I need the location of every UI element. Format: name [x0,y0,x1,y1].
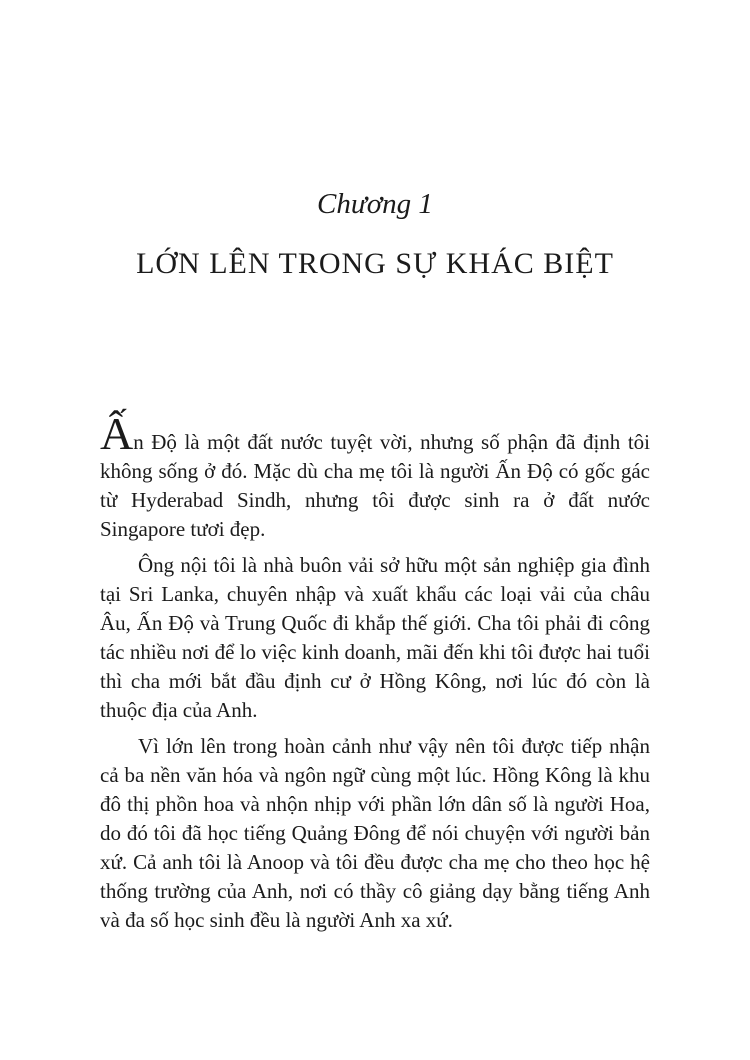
body-text-block [100,408,650,935]
paragraph-2: Ông nội tôi là nhà buôn vải sở hữu một sản nghiệp gia đình tại Sri Lanka, chuyên nhập và xuất khẩu các loại vải của châu Âu, Ấn Độ và Trung Quốc đi khắp thế giới. Cha tôi phải đi công tác nhiều nơi để lo việc kinh doanh, mãi đến khi tôi được hai tuổi thì cha mới bắt đầu định cư ở Hồng Kông, nơi lúc đó còn là thuộc địa của Anh. [100,553,650,722]
paragraph-1 [100,408,650,544]
raised-initial-cap: Ấ [100,408,134,459]
paragraph-3: Vì lớn lên trong hoàn cảnh như vậy nên tôi được tiếp nhận cả ba nền văn hóa và ngôn ngữ cùng một lúc. Hồng Kông là khu đô thị phồn hoa và nhộn nhịp với phần lớn dân số là người Hoa, do đó tôi đã học tiếng Quảng Đông để nói chuyện với người bản xứ. Cả anh tôi là Anoop và tôi đều được cha mẹ cho theo học hệ thống trường của Anh, nơi có thầy cô giảng dạy bằng tiếng Anh và đa số học sinh đều là người Anh xa xứ. [100,734,650,932]
chapter-title: LỚN LÊN TRONG SỰ KHÁC BIỆT [136,247,614,280]
paragraph-1-text: n Độ là một đất nước tuyệt vời, nhưng số phận đã định tôi không sống ở đó. Mặc dù cha mẹ tôi là người Ấn Độ có gốc gác từ Hyderabad Sindh, nhưng tôi được sinh ra ở đất nước Singapore tươi đẹp. [100,430,650,541]
chapter-number-label: Chương 1 [317,188,433,220]
